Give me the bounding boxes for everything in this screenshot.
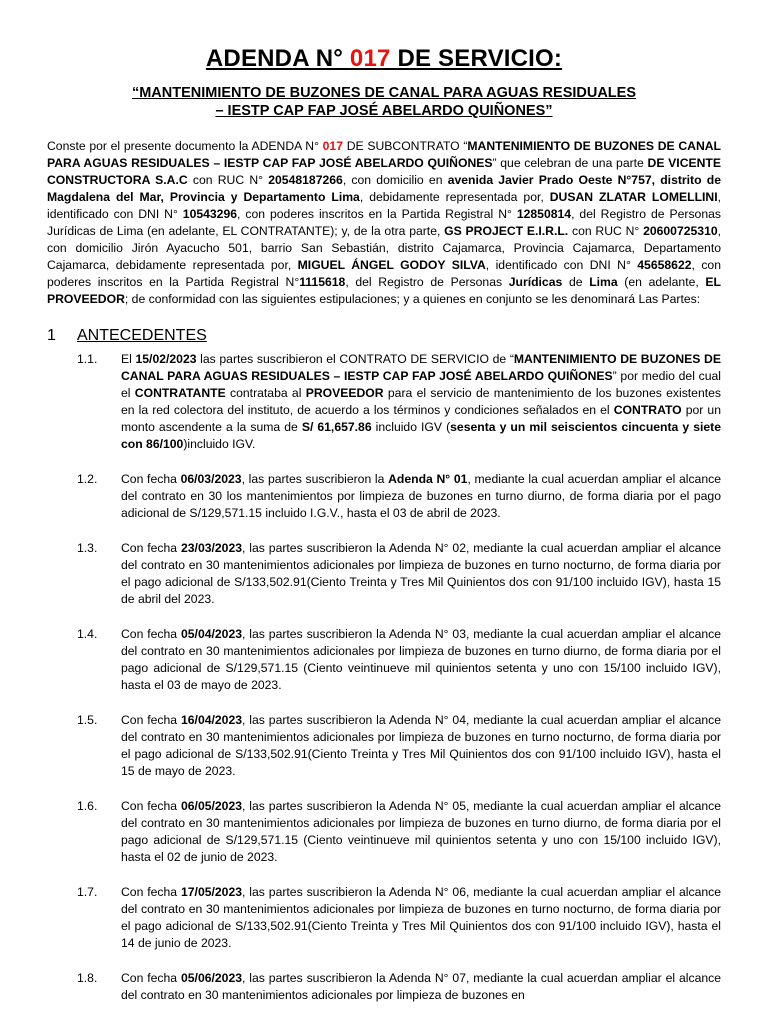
subtitle-line-2: – IESTP CAP FAP JOSÉ ABELARDO QUIÑONES” xyxy=(215,103,553,119)
section-title: ANTECEDENTES xyxy=(77,327,207,344)
item-text: )incluido IGV. xyxy=(183,437,256,451)
item-text: , las partes suscribieron la xyxy=(241,472,389,486)
intro-text: Conste por el presente documento la ADENDA N° xyxy=(47,139,323,153)
intro-partida-2: 1115618 xyxy=(299,275,346,289)
intro-text: , identificado con DNI N° xyxy=(485,258,638,272)
antecedentes-list xyxy=(77,351,721,1004)
intro-ruc-1: 20548187266 xyxy=(268,173,343,187)
item-date: 17/05/2023 xyxy=(181,885,242,899)
item-text: contrataba al xyxy=(225,386,306,400)
item-text: , las partes suscribieron la Adenda N° 07, mediante la cual acuerdan ampliar el alcance del contrato en 30 mantenimientos adicionales por limpieza de buzones en xyxy=(121,971,721,1002)
intro-text: con RUC N° xyxy=(187,173,269,187)
item-text: Con fecha xyxy=(121,627,181,641)
item-contratante: CONTRATANTE xyxy=(134,386,226,400)
item-text: El xyxy=(121,352,136,366)
item-text: Con fecha xyxy=(121,713,181,727)
section-heading-antecedentes xyxy=(47,326,768,346)
item-adenda: Adenda N° 01 xyxy=(388,472,468,486)
item-date: 06/03/2023 xyxy=(180,472,242,486)
item-date: 23/03/2023 xyxy=(181,541,242,555)
intro-text: , con poderes inscritos en la Partida Registral N° xyxy=(237,207,517,221)
item-text: las partes suscribieron el CONTRATO DE SERVICIO de “ xyxy=(196,352,514,366)
intro-address-1: avenida Javier Prado Oeste N°757, distrito de Magdalena del Mar, Provincia y Departamento Lima xyxy=(47,173,721,204)
intro-dni-2: 45658622 xyxy=(637,258,692,272)
intro-adenda-number: 017 xyxy=(322,139,343,153)
intro-juridicas: Jurídicas xyxy=(508,275,563,289)
item-number: 1.2. xyxy=(77,472,98,486)
list-item-1-8 xyxy=(77,970,721,1004)
item-number: 1.4. xyxy=(77,627,98,641)
intro-dni-1: 10543296 xyxy=(182,207,238,221)
intro-text: , identificado con DNI N° xyxy=(47,190,721,221)
intro-text: DE SUBCONTRATO “ xyxy=(343,139,468,153)
item-contrato: CONTRATO xyxy=(613,403,682,417)
list-item-1-5 xyxy=(77,712,721,780)
item-text: incluido IGV ( xyxy=(371,420,451,434)
item-service-name: MANTENIMIENTO DE BUZONES DE CANAL PARA AGUAS RESIDUALES – IESTP CAP FAP JOSÉ ABELARDO QUIÑONES xyxy=(121,352,721,383)
intro-proveedor: EL PROVEEDOR xyxy=(47,275,721,306)
title-prefix: ADENDA N° xyxy=(205,45,350,72)
item-date: 15/02/2023 xyxy=(135,352,197,366)
intro-company-1: DE VICENTE CONSTRUCTORA S.A.C xyxy=(47,156,721,187)
item-text: , las partes suscribieron la Adenda N° 04, mediante la cual acuerdan ampliar el alcance del contrato en 30 mantenimientos adicionales por limpieza de buzones en turno nocturno, de forma diaria por el pago adicional de S/133,502.91(Ciento Treinta y Tres Mil Quinientos dos con 91/100 incluido IGV), hasta el 15 de mayo de 2023. xyxy=(121,713,721,778)
intro-text: ; de conformidad con las siguientes estipulaciones; y a quienes en conjunto se les denominará Las Partes: xyxy=(124,292,701,306)
intro-text: , del Registro de Personas xyxy=(345,275,509,289)
item-text: , las partes suscribieron la Adenda N° 05, mediante la cual acuerdan ampliar el alcance del contrato en 30 mantenimientos adicionales por limpieza de buzones en turno diurno, de forma diaria por el pago adicional de S/129,571.15 (Ciento veintinueve mil quinientos setenta y uno con 15/100 incluido IGV), hasta el 02 de junio de 2023. xyxy=(121,799,721,864)
item-text: , las partes suscribieron la Adenda N° 02, mediante la cual acuerdan ampliar el alcance del contrato en 30 mantenimientos adicionales por limpieza de buzones en turno nocturno, de forma diaria por el pago adicional de S/133,502.91(Ciento Treinta y Tres Mil Quinientos dos con 91/100 incluido IGV), hasta 15 de abril del 2023. xyxy=(121,541,721,606)
item-amount: S/ 61,657.86 xyxy=(301,420,372,434)
item-number: 1.3. xyxy=(77,541,98,555)
intro-representative-1: DUSAN ZLATAR LOMELLINI xyxy=(549,190,718,204)
subtitle-line-1: “MANTENIMIENTO DE BUZONES DE CANAL PARA AGUAS RESIDUALES xyxy=(131,85,637,101)
item-body xyxy=(121,712,721,780)
list-item-1-3 xyxy=(77,540,721,608)
item-text: Con fecha xyxy=(121,541,181,555)
intro-text: , con domicilio Jirón Ayacucho 501, barrio San Sebastián, distrito Cajamarca, Provincia Cajamarca, Departamento Cajamarca, debidamente representada por, xyxy=(47,224,722,272)
intro-text: , debidamente representada por, xyxy=(359,190,550,204)
item-body xyxy=(121,540,721,608)
document-title xyxy=(0,44,768,74)
item-body xyxy=(121,970,721,1004)
item-number: 1.1. xyxy=(77,352,98,366)
item-number: 1.5. xyxy=(77,713,98,727)
item-date: 06/05/2023 xyxy=(181,799,242,813)
intro-ruc-2: 20600725310 xyxy=(643,224,718,238)
item-text: para el servicio de mantenimiento de los buzones existentes en la red colectora del instituto, de acuerdo a los términos y condiciones señalados en el xyxy=(121,386,721,417)
intro-text: de xyxy=(562,275,590,289)
item-text: ” por medio del cual el xyxy=(121,369,721,400)
item-body xyxy=(121,471,721,522)
item-text: Con fecha xyxy=(121,971,181,985)
intro-text: (en adelante, xyxy=(617,275,706,289)
list-item-1-6 xyxy=(77,798,721,866)
intro-lima: Lima xyxy=(589,275,618,289)
item-amount-words: sesenta y un mil seiscientos cincuenta y siete con 86/100 xyxy=(121,420,721,451)
list-item-1-7 xyxy=(77,884,721,952)
list-item-1-2 xyxy=(77,471,721,522)
section-number: 1 xyxy=(47,327,56,344)
intro-text: , con domicilio en xyxy=(342,173,448,187)
item-text: Con fecha xyxy=(121,885,181,899)
item-text: por un monto ascendente a la suma de xyxy=(121,403,721,434)
item-date: 05/06/2023 xyxy=(181,971,242,985)
item-number: 1.8. xyxy=(77,971,98,985)
item-body xyxy=(121,798,721,866)
item-text: Con fecha xyxy=(121,799,181,813)
item-body xyxy=(121,884,721,952)
list-item-1-1 xyxy=(77,351,721,453)
item-proveedor: PROVEEDOR xyxy=(305,386,384,400)
document-subtitle xyxy=(74,84,694,120)
item-date: 05/04/2023 xyxy=(181,627,242,641)
adenda-number: 017 xyxy=(349,45,391,72)
intro-representative-2: MIGUEL ÁNGEL GODOY SILVA xyxy=(297,258,486,272)
item-number: 1.7. xyxy=(77,885,98,899)
item-text: , las partes suscribieron la Adenda N° 03, mediante la cual acuerdan ampliar el alcance del contrato en 30 mantenimientos adicionales por limpieza de buzones en turno diurno, de forma diaria por el pago adicional de S/129,571.15 (Ciento veintinueve mil quinientos setenta y uno con 15/100 incluido IGV), hasta el 03 de mayo de 2023. xyxy=(121,627,721,692)
intro-text: , del Registro de Personas Jurídicas de Lima (en adelante, EL CONTRATANTE); y, de la otra parte, xyxy=(47,207,721,238)
intro-company-2: GS PROJECT E.I.R.L. xyxy=(444,224,569,238)
item-body xyxy=(121,351,721,453)
item-body xyxy=(121,626,721,694)
intro-text: ” que celebran de una parte xyxy=(492,156,648,170)
item-text: , las partes suscribieron la Adenda N° 06, mediante la cual acuerdan ampliar el alcance del contrato en 30 mantenimientos adicionales por limpieza de buzones en turno nocturno, de forma diaria por el pago adicional de S/133,502.91(Ciento Treinta y Tres Mil Quinientos dos con 91/100 incluido IGV), hasta el 14 de junio de 2023. xyxy=(121,885,721,950)
intro-partida-1: 12850814 xyxy=(516,207,572,221)
title-suffix: DE SERVICIO: xyxy=(390,45,563,72)
intro-text: , con poderes inscritos en la Partida Registral N° xyxy=(47,258,721,289)
list-item-1-4 xyxy=(77,626,721,694)
item-date: 16/04/2023 xyxy=(181,713,242,727)
item-text: , mediante la cual acuerdan ampliar el alcance del contrato en 30 los mantenimientos por limpieza de buzones en turno diurno, de forma diaria por el pago adicional de S/129,571.15 incluido I.G.V., hasta el 03 de abril de 2023. xyxy=(121,472,721,520)
intro-text: con RUC N° xyxy=(568,224,644,238)
item-text: Con fecha xyxy=(121,472,181,486)
intro-paragraph xyxy=(47,138,721,308)
intro-service-name: MANTENIMIENTO DE BUZONES DE CANAL PARA AGUAS RESIDUALES – IESTP CAP FAP JOSÉ ABELARDO QUIÑONES xyxy=(47,139,721,170)
item-number: 1.6. xyxy=(77,799,98,813)
